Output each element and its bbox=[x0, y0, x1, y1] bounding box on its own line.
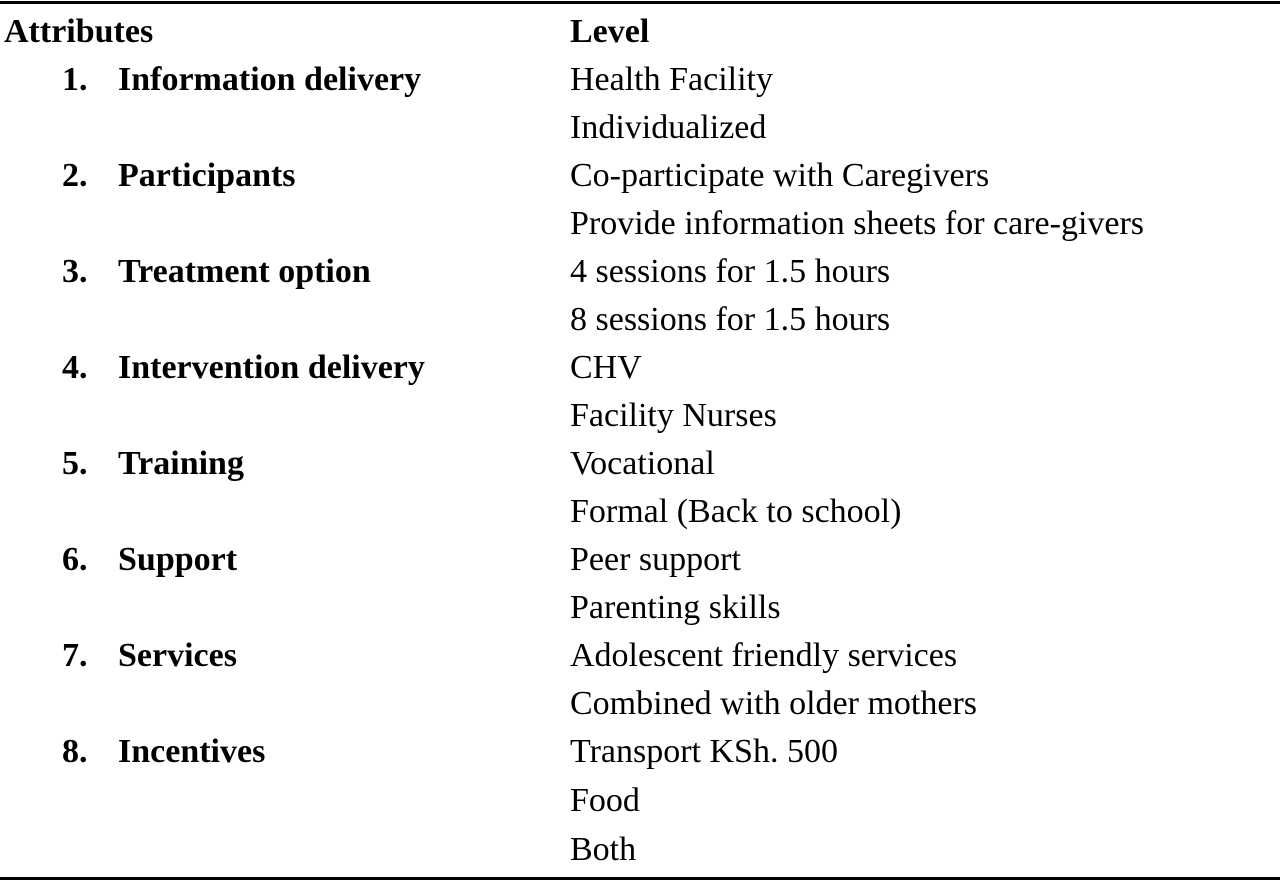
level-item: Facility Nurses bbox=[570, 397, 777, 434]
level-item: Adolescent friendly services bbox=[570, 637, 958, 674]
attribute-number: 7. bbox=[62, 637, 88, 674]
attribute-name: Services bbox=[118, 637, 237, 674]
level-item: Both bbox=[570, 831, 637, 868]
attribute-name: Information delivery bbox=[118, 61, 422, 98]
level-item: Provide information sheets for care-givers bbox=[570, 205, 1145, 242]
level-item: Health Facility bbox=[570, 61, 774, 98]
level-item: Parenting skills bbox=[570, 589, 781, 626]
level-item: 8 sessions for 1.5 hours bbox=[570, 301, 891, 338]
table-bottom-rule bbox=[0, 877, 1280, 880]
attribute-name: Intervention delivery bbox=[118, 349, 425, 386]
level-item: 4 sessions for 1.5 hours bbox=[570, 253, 891, 290]
attribute-name: Treatment option bbox=[118, 253, 371, 290]
level-item: Food bbox=[570, 782, 640, 819]
attribute-number: 1. bbox=[62, 61, 88, 98]
attribute-number: 2. bbox=[62, 157, 88, 194]
level-item: CHV bbox=[570, 349, 642, 386]
attribute-name: Training bbox=[118, 445, 244, 482]
attribute-number: 8. bbox=[62, 733, 88, 770]
level-item: Co-participate with Caregivers bbox=[570, 157, 990, 194]
level-item: Vocational bbox=[570, 445, 715, 482]
attribute-number: 6. bbox=[62, 541, 88, 578]
level-item: Individualized bbox=[570, 109, 767, 146]
level-item: Formal (Back to school) bbox=[570, 493, 902, 530]
level-item: Peer support bbox=[570, 541, 741, 578]
attribute-number: 4. bbox=[62, 349, 88, 386]
attribute-number: 5. bbox=[62, 445, 88, 482]
attribute-name: Support bbox=[118, 541, 238, 578]
level-item: Transport KSh. 500 bbox=[570, 733, 838, 770]
attribute-number: 3. bbox=[62, 253, 88, 290]
level-item: Combined with older mothers bbox=[570, 685, 978, 722]
column-header-attributes: Attributes bbox=[4, 13, 154, 50]
attribute-name: Participants bbox=[118, 157, 296, 194]
column-header-level: Level bbox=[570, 13, 650, 50]
attribute-name: Incentives bbox=[118, 733, 266, 770]
